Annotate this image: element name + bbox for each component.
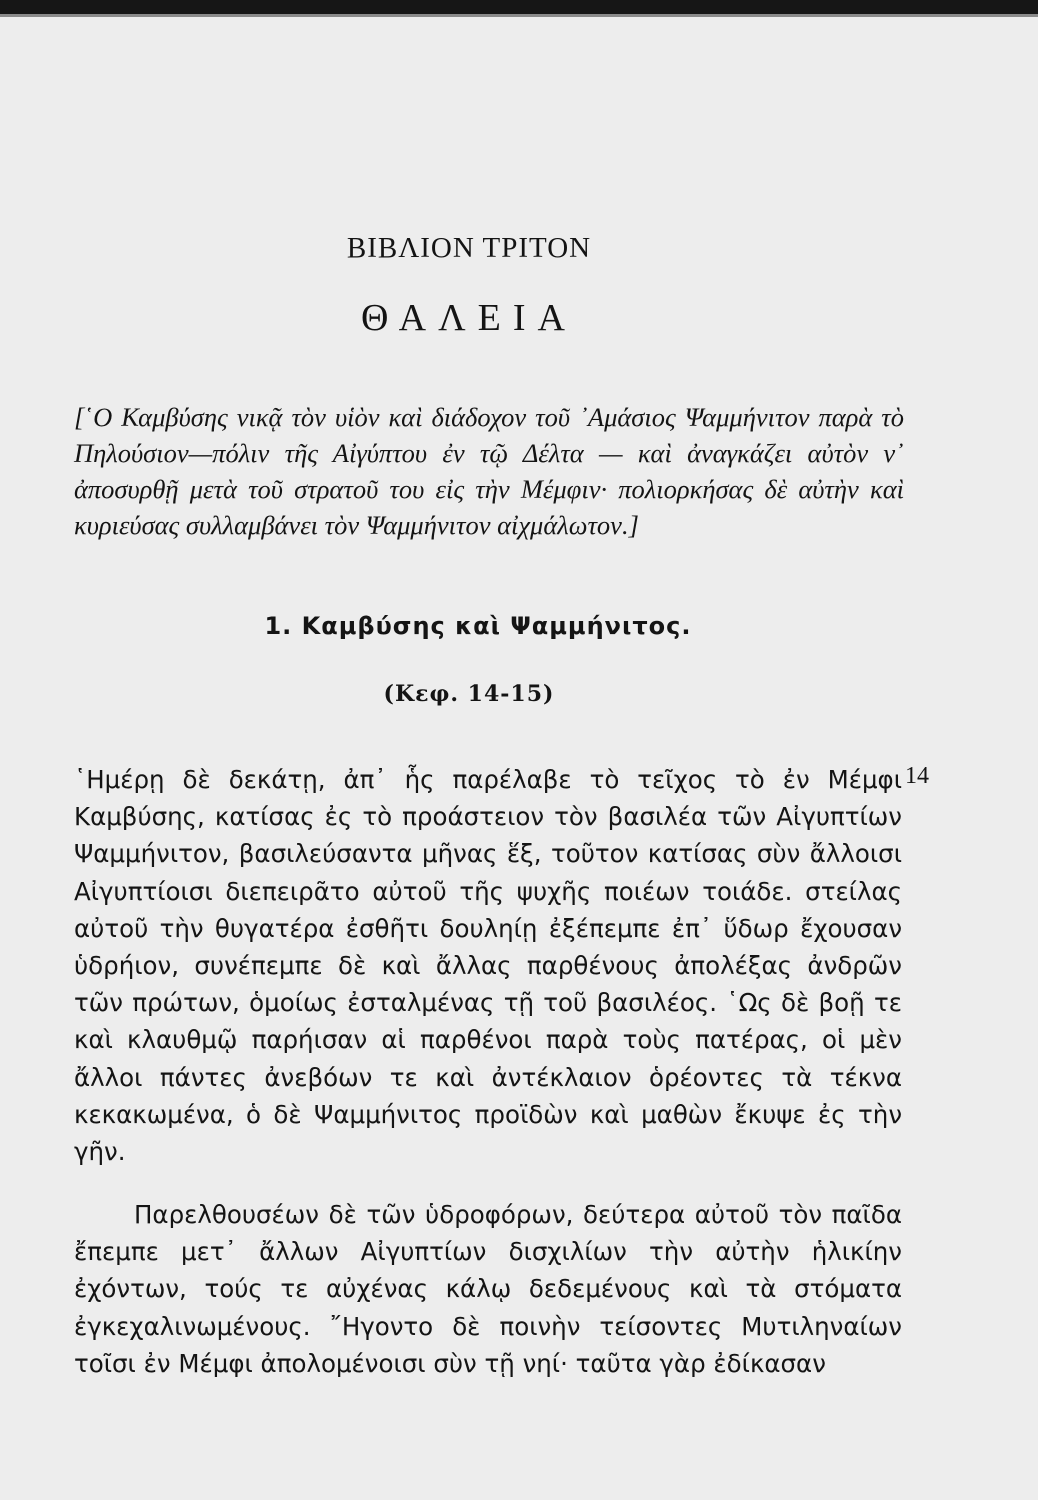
body-paragraph: Παρελθουσέων δὲ τῶν ὑδροφόρων, δεύτερα αὐτοῦ τὸν παῖδα ἔπεμπε μετ᾿ ἄλλων Αἰγυπτίων δισχιλίων τὴν αὐτὴν ἡλικίην ἐχόντων, τούς τε αὐχένας κάλῳ δεδεμένους καὶ τὰ στόματα ἐγκεχαλινωμένους. ῎Ηγοντο δὲ ποινὴν τείσοντες Μυτιληναίων τοῖσι ἐν Μέμφι ἀπολομένοισι σὺν τῇ νηί· ταῦτα γὰρ ἐδίκασαν: [74, 1200, 902, 1378]
scan-top-border: [0, 0, 1038, 14]
chapter-reference: (Κεφ. 14-15): [383, 681, 555, 707]
section-heading: 1. Καμβύσης καὶ Ψαμμήνιτος.: [264, 612, 692, 640]
book-title: ΒΙΒΛΙΟΝ ΤΡΙΤΟΝ: [346, 232, 592, 264]
margin-chapter-number: 14: [905, 763, 929, 789]
scan-top-border-edge: [0, 14, 1038, 17]
body-paragraph: ῾Ημέρῃ δὲ δεκάτῃ, ἀπ᾿ ἧς παρέλαβε τὸ τεῖχος τὸ ἐν Μέμφι Καμβύσης, κατίσας ἐς τὸ προάστειον τὸν βασιλέα τῶν Αἰγυπτίων Ψαμμήνιτον, βασιλεύσαντα μῆνας ἕξ, τοῦτον κατίσας σὺν ἄλλοισι Αἰγυπτίοισι διεπειρᾶτο αὐτοῦ τῆς ψυχῆς ποιέων τοιάδε. στείλας αὐτοῦ τὴν θυγατέρα ἐσθῆτι δουληίῃ ἐξέπεμπε ἐπ᾿ ὕδωρ ἔχουσαν ὑδρήιον, συνέπεμπε δὲ καὶ ἄλλας παρθένους ἀπολέξας ἀνδρῶν τῶν πρώτων, ὁμοίως ἐσταλμένας τῇ τοῦ βασιλέος. ῾Ως δὲ βοῇ τε καὶ κλαυθμῷ παρήισαν αἱ παρθένοι παρὰ τοὺς πατέρας, οἱ μὲν ἄλλοι πάντες ἀνεβόων τε καὶ ἀντέκλαιον ὁρέοντες τὰ τέκνα κεκακωμένα, ὁ δὲ Ψαμμήνιτος προϊδὼν καὶ μαθὼν ἔκυψε ἐς τὴν γῆν.: [74, 765, 902, 1167]
part-title: ΘΑΛΕΙΑ: [361, 297, 577, 339]
chapter-summary: [῾Ο Καμβύσης νικᾷ τὸν υἱὸν καὶ διάδοχον τοῦ ᾿Αμάσιος Ψαμμήνιτον παρὰ τὸ Πηλούσιον—πόλιν τῆς Αἰγύπτου ἐν τῷ Δέλτα — καὶ ἀναγκάζει αὐτὸν ν᾿ ἀποσυρθῇ μετὰ τοῦ στρατοῦ του εἰς τὴν Μέμφιν· πολιορκήσας δὲ αὐτὴν καὶ κυριεύσας συλλαμβάνει τὸν Ψαμμήνιτον αἰχμάλωτον.]: [74, 402, 904, 540]
